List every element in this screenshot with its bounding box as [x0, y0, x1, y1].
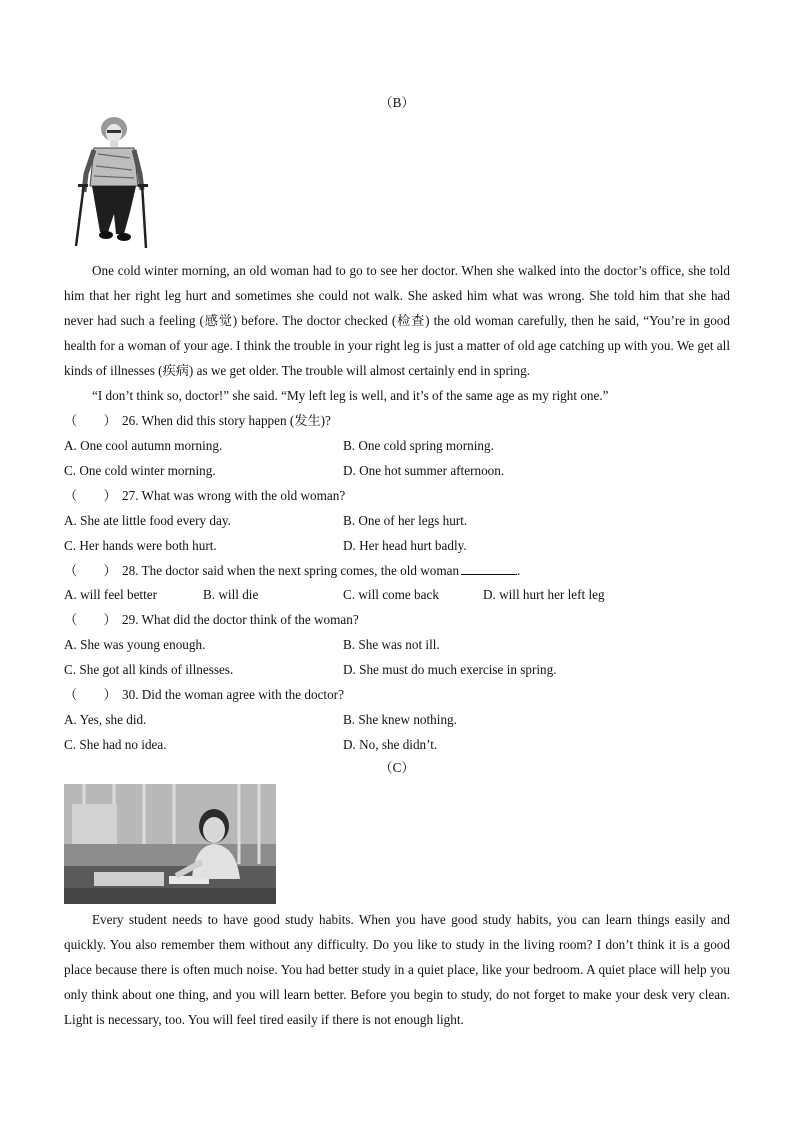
q30-option-b: B. She knew nothing.	[343, 712, 457, 727]
q29-option-d: D. She must do much exercise in spring.	[343, 662, 557, 677]
passage-b-paragraph-1: One cold winter morning, an old woman had to go to see her doctor. When she walked into the doctor’s office, she told him that her right leg hurt and sometimes she could not walk. She asked him what was wrong. She told him that she had never had such a feeling (感觉) before. The doctor checked (检查) the old woman carefully, then he said, “You’re in good health for a woman of your age. I think the trouble in your right leg is just a matter of old age catching up with you. We get all kinds of illnesses (疾病) as we get older. The trouble will almost certainly end in spring.	[64, 263, 730, 378]
q26-option-c: C. One cold winter morning.	[64, 463, 216, 478]
fill-blank[interactable]	[461, 562, 517, 575]
q29-option-a: A. She was young enough.	[64, 637, 206, 652]
q27-option-b: B. One of her legs hurt.	[343, 513, 468, 528]
question-stem: 28. The doctor said when the next spring comes, the old woman	[122, 563, 460, 578]
passage-b-paragraph-2: “I don’t think so, doctor!” she said. “My left leg is well, and it’s of the same age as my right one.”	[92, 388, 609, 403]
question-stem: 27. What was wrong with the old woman?	[122, 488, 346, 503]
q28-option-d: D. will hurt her left leg	[483, 587, 605, 602]
q30-option-d: D. No, she didn’t.	[343, 737, 438, 752]
q29-option-b: B. She was not ill.	[343, 637, 440, 652]
q28-option-b: B. will die	[203, 587, 259, 602]
question-29	[64, 607, 359, 632]
q27-option-c: C. Her hands were both hurt.	[64, 538, 217, 553]
question-26	[64, 408, 331, 433]
answer-paren[interactable]: （ ）	[64, 488, 117, 503]
old-woman-crutches-image	[68, 114, 158, 252]
q27-option-a: A. She ate little food every day.	[64, 513, 231, 528]
question-stem: 30. Did the woman agree with the doctor?	[122, 687, 344, 702]
question-28	[64, 558, 520, 583]
answer-paren[interactable]: （ ）	[64, 612, 117, 627]
q30-option-c: C. She had no idea.	[64, 737, 167, 752]
q29-option-c: C. She got all kinds of illnesses.	[64, 662, 234, 677]
question-stem-end: .	[517, 563, 521, 578]
q26-option-b: B. One cold spring morning.	[343, 438, 494, 453]
passage-c-paragraph: Every student needs to have good study habits. When you have good study habits, you can learn things easily and quickly. You also remember them without any difficulty. Do you like to study in the living room? I don’t think it is a good place because there is often much noise. You had better study in a quiet place, like your bedroom. A quiet place will help you only think about one thing, and you will learn better. Before you begin to study, do not forget to make your desk very clean. Light is necessary, too. You will feel tired easily if there is not enough light.	[64, 912, 730, 1027]
girl-studying-photo	[64, 784, 276, 904]
q30-option-a: A. Yes, she did.	[64, 712, 147, 727]
question-30	[64, 682, 344, 707]
answer-paren[interactable]: （ ）	[64, 563, 117, 578]
question-stem: 26. When did this story happen (发生)?	[122, 413, 331, 428]
section-c-label: （C）	[379, 760, 415, 775]
q27-option-d: D. Her head hurt badly.	[343, 538, 467, 553]
question-27	[64, 483, 345, 508]
question-stem: 29. What did the doctor think of the woman?	[122, 612, 359, 627]
answer-paren[interactable]: （ ）	[64, 687, 117, 702]
section-b-label: （B）	[379, 95, 415, 110]
q28-option-a: A. will feel better	[64, 587, 158, 602]
q26-option-a: A. One cool autumn morning.	[64, 438, 223, 453]
q26-option-d: D. One hot summer afternoon.	[343, 463, 505, 478]
answer-paren[interactable]: （ ）	[64, 413, 117, 428]
q28-option-c: C. will come back	[343, 587, 439, 602]
